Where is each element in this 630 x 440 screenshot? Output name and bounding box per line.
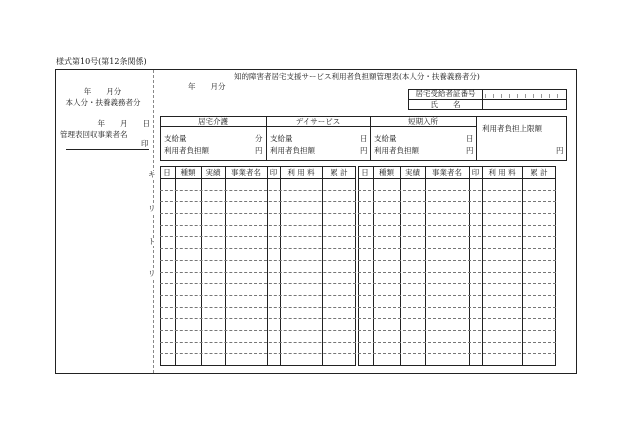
col-header-fee: 利 用 料 (287, 168, 315, 177)
cut-line (153, 70, 154, 373)
table-row-line (160, 260, 356, 261)
col-header-type: 種類 (180, 168, 196, 177)
table-row-line (160, 353, 356, 354)
service-supply-unit: 日 (360, 134, 368, 143)
col-header-provider: 事業者名 (432, 168, 462, 177)
table-row-line (358, 272, 556, 273)
recipient-col-divider (482, 89, 483, 110)
service-supply-label: 支給量 (374, 134, 397, 143)
table-col-line (280, 166, 281, 366)
cut-mark: ト (148, 237, 156, 246)
table-col-line (225, 166, 226, 366)
table-row-line (160, 283, 356, 284)
service-burden-label: 利用者負担額 (164, 146, 209, 155)
service-name-home-care: 居宅介護 (198, 117, 228, 126)
table-col-line (267, 166, 268, 366)
table-col-line (482, 166, 483, 366)
left-year-month: 年 月分 (83, 87, 122, 96)
service-burden-unit: 円 (360, 146, 368, 155)
col-header-result: 実績 (205, 168, 221, 177)
service-supply-unit: 日 (466, 134, 474, 143)
table-row-line (160, 201, 356, 202)
table-col-line (400, 166, 401, 366)
service-supply-unit: 分 (255, 134, 263, 143)
service-name-day-service: デイサービス (295, 117, 341, 126)
col-header-type: 種類 (379, 168, 394, 177)
name-label: 氏 名 (430, 100, 461, 109)
collector-label: 管理表回収事業者名 (60, 130, 128, 139)
table-row-line (358, 295, 556, 296)
cert-number-boxes (485, 94, 563, 98)
table-col-line (522, 166, 523, 366)
service-burden-label: 利用者負担額 (270, 146, 315, 155)
service-burden-label: 利用者負担額 (374, 146, 419, 155)
table-row-line (160, 225, 356, 226)
table-row-line (358, 190, 556, 191)
col-header-result: 実績 (405, 168, 420, 177)
services-col-3 (476, 116, 477, 161)
cut-mark: リ (148, 204, 156, 213)
form-title: 知的障害者居宅支援サービス利用者負担額管理表(本人分・扶養義務者分) (234, 72, 480, 81)
table-row-line (160, 248, 356, 249)
col-header-day: 日 (163, 168, 171, 177)
table-row-line (160, 318, 356, 319)
col-header-provider: 事業者名 (231, 168, 261, 177)
cut-mark: リ (148, 269, 156, 278)
col-header-seal: 印 (471, 168, 480, 177)
col-header-total: 累 計 (530, 168, 548, 177)
table-header-line (160, 178, 356, 179)
col-header-day: 日 (361, 168, 369, 177)
services-header-line (160, 126, 476, 127)
header-year-month: 年 月分 (188, 82, 226, 91)
table-col-line (425, 166, 426, 366)
table-col-line (469, 166, 470, 366)
collector-seal: 印 (141, 139, 149, 148)
table-row-line (358, 318, 556, 319)
limit-unit: 円 (556, 146, 564, 155)
col-header-seal: 印 (269, 168, 278, 177)
table-row-line (358, 353, 556, 354)
table-row-line (160, 330, 356, 331)
table-col-line (201, 166, 202, 366)
table-header-line (358, 178, 556, 179)
table-col-line (373, 166, 374, 366)
service-supply-label: 支給量 (270, 134, 293, 143)
daily-table-right (358, 166, 556, 366)
form-number: 様式第10号(第12条関係) (56, 57, 147, 66)
table-row-line (358, 330, 556, 331)
table-row-line (160, 342, 356, 343)
table-row-line (160, 307, 356, 308)
cut-mark: キ (148, 170, 156, 179)
cert-label: 居宅受給者証番号 (415, 89, 476, 98)
table-row-line (160, 272, 356, 273)
left-date-line: 年 月 日 (97, 119, 150, 128)
table-col-line (175, 166, 176, 366)
table-row-line (160, 295, 356, 296)
table-row-line (358, 283, 556, 284)
table-row-line (358, 201, 556, 202)
left-person-type: 本人分・扶養義務者分 (65, 98, 141, 107)
service-burden-unit: 円 (255, 146, 263, 155)
limit-label: 利用者負担上限額 (482, 124, 542, 133)
collector-underline (66, 149, 149, 150)
table-row-line (160, 213, 356, 214)
service-name-short-stay: 短期入所 (408, 117, 438, 126)
table-row-line (358, 225, 556, 226)
service-burden-unit: 円 (466, 146, 474, 155)
col-header-fee: 利 用 料 (488, 168, 516, 177)
table-row-line (358, 260, 556, 261)
table-row-line (358, 307, 556, 308)
service-supply-label: 支給量 (164, 134, 187, 143)
table-row-line (160, 190, 356, 191)
table-row-line (358, 248, 556, 249)
table-row-line (160, 236, 356, 237)
daily-table-left (160, 166, 356, 366)
col-header-total: 累 計 (330, 168, 348, 177)
table-col-line (322, 166, 323, 366)
table-row-line (358, 342, 556, 343)
table-row-line (358, 236, 556, 237)
table-row-line (358, 213, 556, 214)
